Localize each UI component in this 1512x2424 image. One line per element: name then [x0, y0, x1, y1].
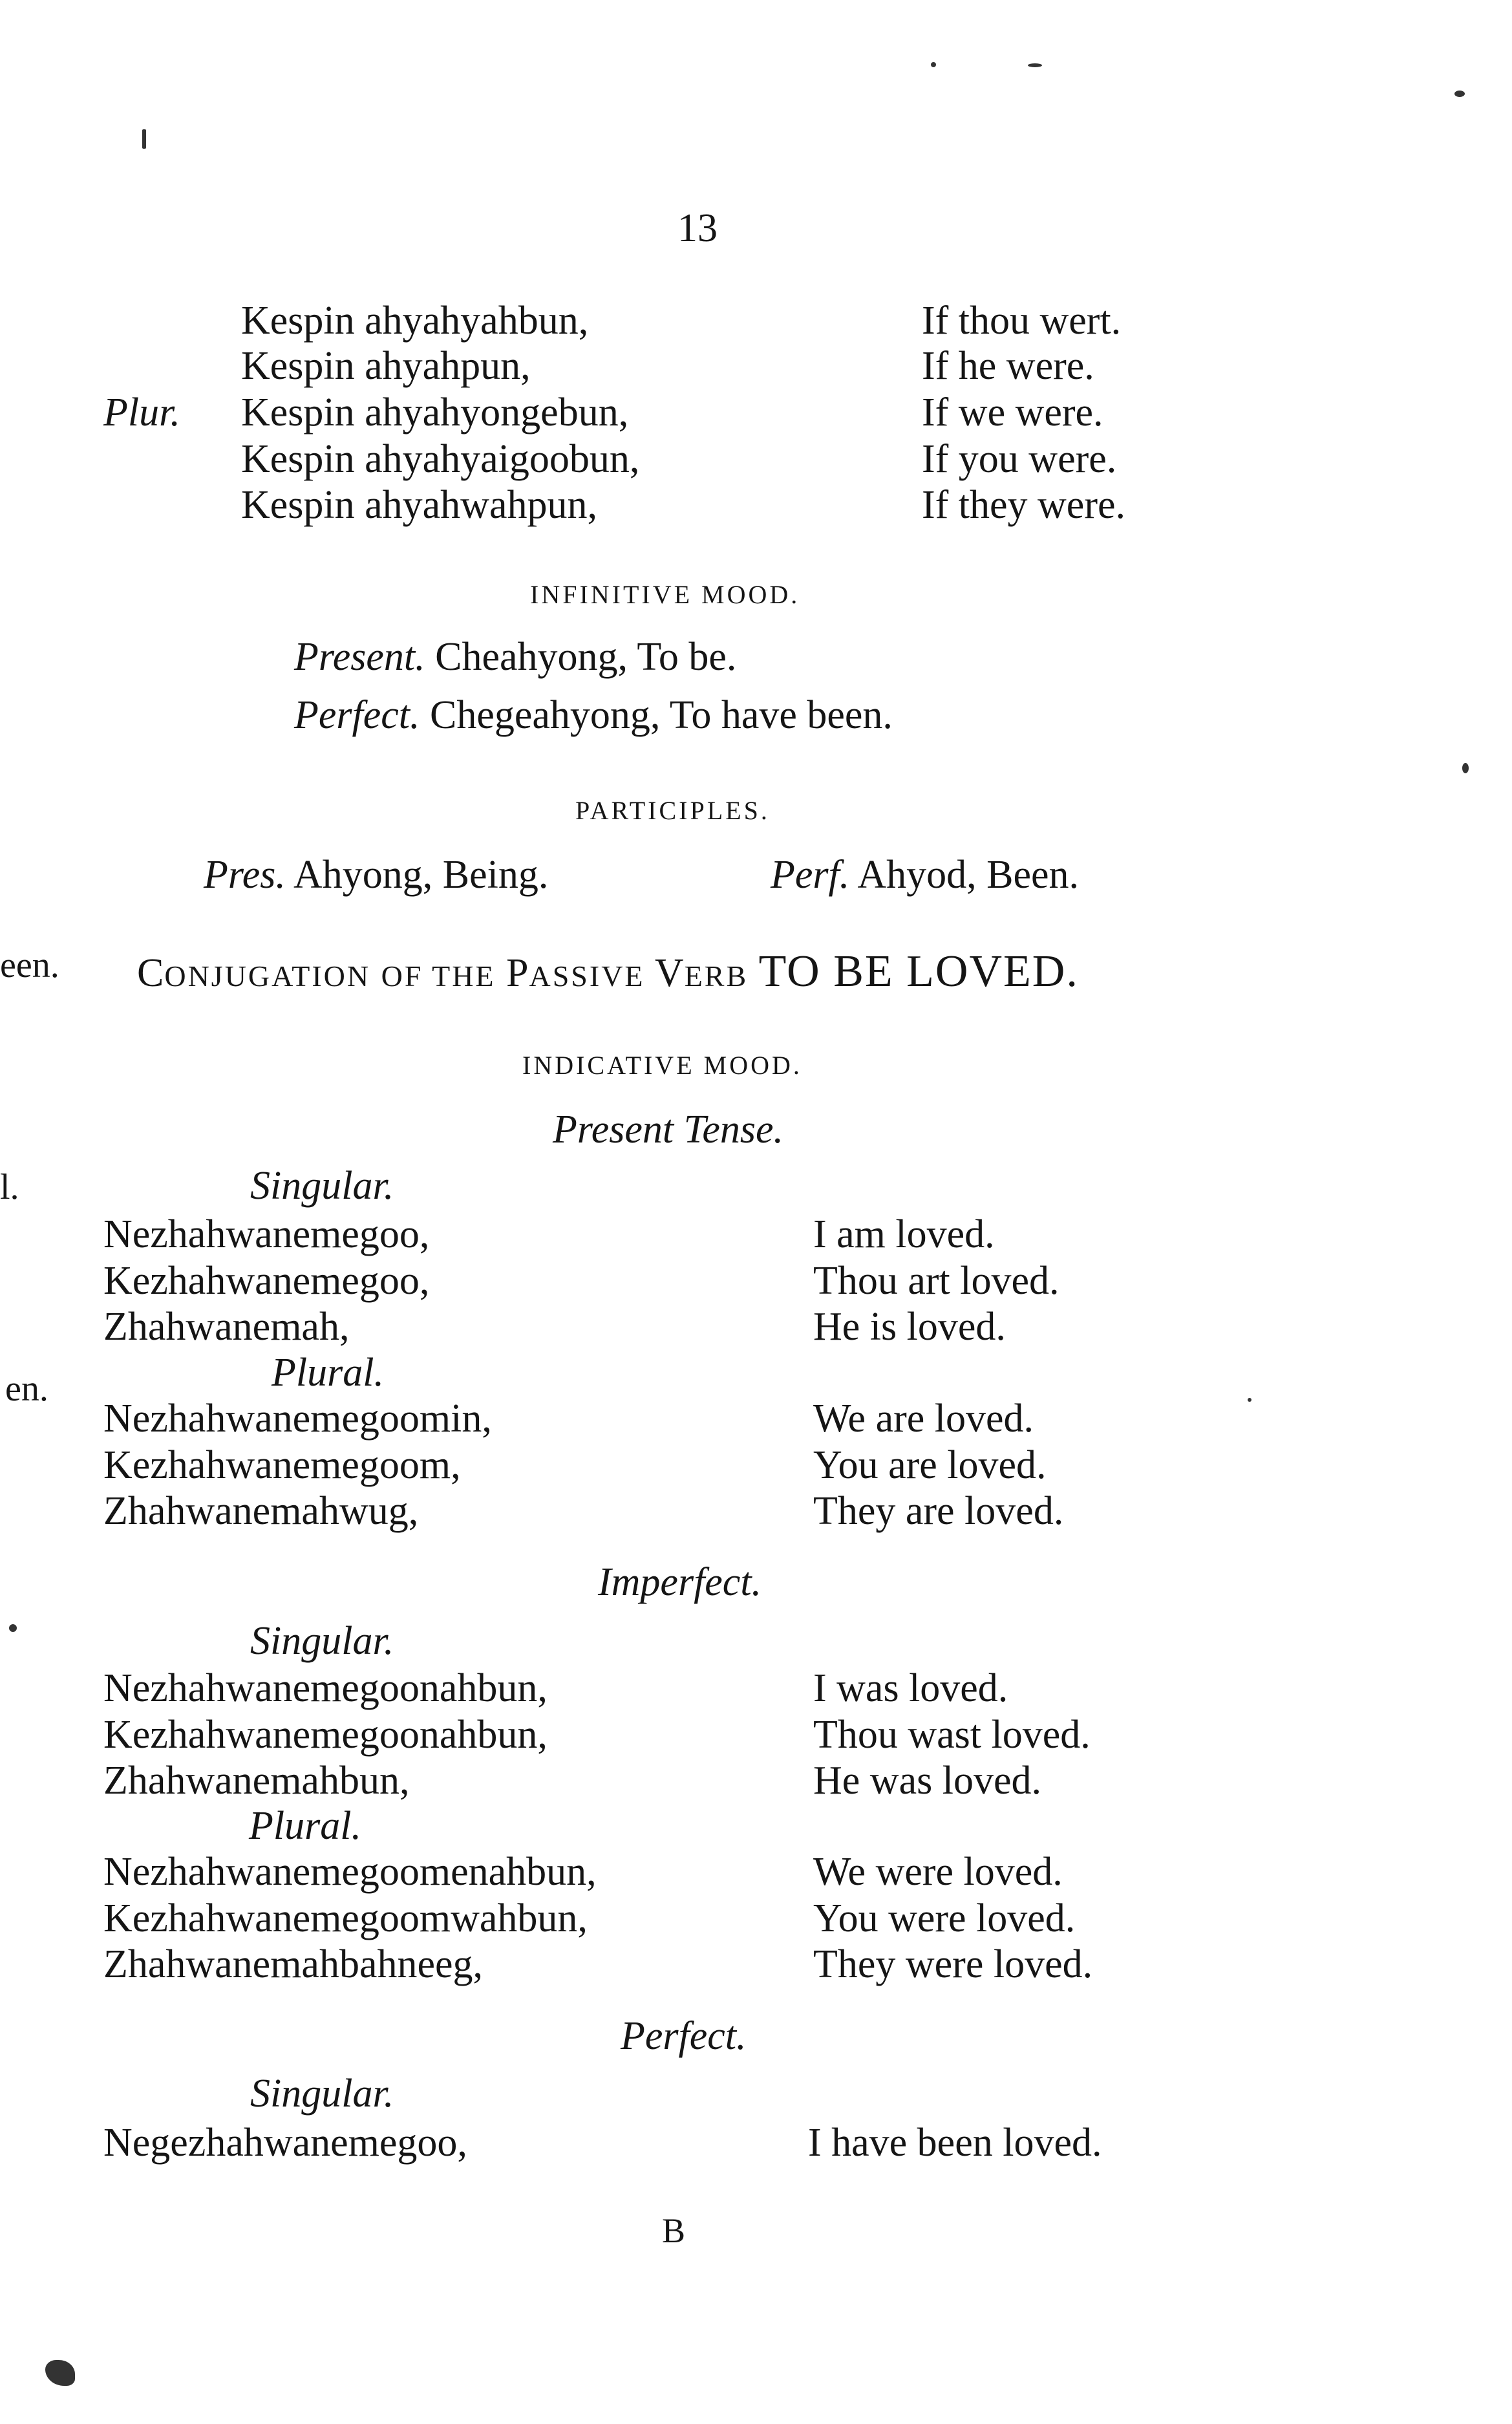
scan-speck: [1028, 63, 1042, 67]
margin-fragment: en.: [5, 1369, 48, 1409]
scan-speck: [9, 1624, 17, 1632]
participle-perfect: [771, 855, 1079, 895]
conjugation-row-english: I am loved.: [813, 1212, 995, 1256]
conjugation-row-ojibwe: Kezhahwanemegoom,: [103, 1443, 461, 1487]
conjugation-row-ojibwe: Kezhahwanemegoonahbun,: [103, 1713, 548, 1757]
present-label: Present.: [294, 635, 425, 679]
conjugation-row-english: If they were.: [922, 483, 1125, 527]
conjugation-row-ojibwe: Kezhahwanemegoo,: [103, 1259, 430, 1303]
scan-speck: [1248, 1398, 1251, 1402]
conjugation-row-english: If he were.: [922, 344, 1094, 388]
conjugation-row-english: You are loved.: [813, 1443, 1047, 1487]
scan-speck: [45, 2360, 75, 2386]
infinitive-perfect: [294, 695, 893, 735]
conjugation-row-ojibwe: Zhahwanemahwug,: [103, 1489, 419, 1533]
present-text: Cheahyong, To be.: [435, 635, 737, 679]
conjugation-row-ojibwe: Kespin ahyahpun,: [241, 344, 531, 388]
conjugation-row-ojibwe: Kespin ahyahyaigoobun,: [241, 437, 640, 481]
indicative-heading: INDICATIVE MOOD.: [522, 1051, 802, 1080]
pres-text: Ahyong, Being.: [293, 853, 549, 897]
conjugation-row-english: He is loved.: [813, 1305, 1006, 1349]
conjugation-row-ojibwe: Nezhahwanemegoomin,: [103, 1397, 492, 1441]
conjugation-row-english: They were loved.: [813, 1942, 1093, 1986]
perf-text: Ahyod, Been.: [857, 853, 1080, 897]
signature-mark: B: [662, 2211, 686, 2250]
scan-speck: [142, 129, 146, 149]
conjugation-row-english: We are loved.: [813, 1397, 1034, 1441]
margin-fragment: een.: [0, 945, 59, 985]
plural-label: Plural.: [272, 1351, 384, 1395]
conjugation-row-english: If you were.: [922, 437, 1117, 481]
perfect-text: Chegeahyong, To have been.: [430, 693, 893, 737]
conjugation-row-english: Thou wast loved.: [813, 1713, 1091, 1757]
conjugation-row-english: You were loved.: [813, 1896, 1076, 1940]
perfect-title: Perfect.: [621, 2014, 747, 2058]
singular-label: Singular.: [250, 2072, 394, 2116]
singular-label: Singular.: [250, 1164, 394, 1208]
conjugation-tail: TO BE LOVED.: [758, 947, 1079, 996]
conjugation-row-english: If thou wert.: [922, 299, 1122, 343]
conjugation-row-ojibwe: Nezhahwanemegoo,: [103, 1212, 430, 1256]
conjugation-row-ojibwe: Kezhahwanemegoomwahbun,: [103, 1896, 588, 1940]
conjugation-row-ojibwe: Zhahwanemahbahneeg,: [103, 1942, 484, 1986]
conjugation-row-english: They are loved.: [813, 1489, 1064, 1533]
perf-label: Perf.: [771, 853, 850, 897]
scan-speck: [1454, 91, 1465, 97]
conjugation-row-ojibwe: Nezhahwanemegoomenahbun,: [103, 1850, 597, 1894]
participles-heading: PARTICIPLES.: [575, 796, 770, 825]
conjugation-row-english: I have been loved.: [808, 2121, 1102, 2165]
conjugation-row-english: Thou art loved.: [813, 1259, 1059, 1303]
conjugation-row-english: I was loved.: [813, 1666, 1008, 1710]
conjugation-row-ojibwe: Zhahwanemahbun,: [103, 1759, 410, 1803]
page-number: 13: [677, 206, 718, 250]
conjugation-row-english: If we were.: [922, 391, 1103, 434]
conjugation-row-ojibwe: Kespin ahyahwahpun,: [241, 483, 597, 527]
conjugation-row-ojibwe: Nezhahwanemegoonahbun,: [103, 1666, 548, 1710]
margin-fragment: l.: [0, 1167, 19, 1207]
plural-label: Plural.: [249, 1804, 361, 1848]
imperfect-title: Imperfect.: [598, 1560, 762, 1604]
conjugation-heading: CONJUGATION OF THE PASSIVE VERB TO BE LOVED.: [137, 947, 1079, 996]
plural-label: Plur.: [103, 391, 180, 434]
pres-label: Pres.: [204, 853, 286, 897]
conjugation-row-ojibwe: Kespin ahyahyahbun,: [241, 299, 589, 343]
participle-present: [204, 855, 548, 895]
singular-label: Singular.: [250, 1619, 394, 1663]
perfect-label: Perfect.: [294, 693, 420, 737]
conjugation-row-ojibwe: Zhahwanemah,: [103, 1305, 350, 1349]
present-tense-title: Present Tense.: [553, 1108, 784, 1152]
conjugation-row-english: He was loved.: [813, 1759, 1041, 1803]
infinitive-present: [294, 637, 736, 677]
conjugation-row-ojibwe: Kespin ahyahyongebun,: [241, 391, 629, 434]
conjugation-row-english: We were loved.: [813, 1850, 1063, 1894]
conjugation-row-ojibwe: Negezhahwanemegoo,: [103, 2121, 467, 2165]
scan-speck: [931, 62, 936, 67]
scan-speck: [1462, 763, 1469, 773]
infinitive-heading: INFINITIVE MOOD.: [530, 580, 800, 609]
